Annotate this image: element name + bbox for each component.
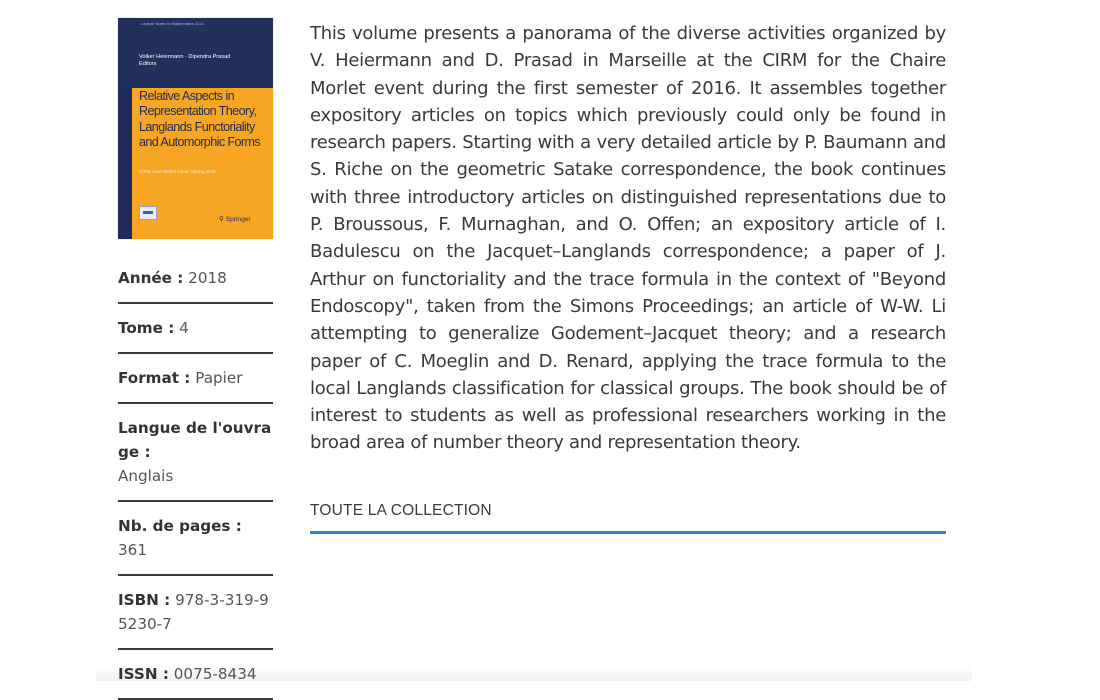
meta-issn-value: 0075-8434 [173,665,257,683]
meta-volume-label: Tome : [118,319,175,337]
book-description-section [310,20,946,534]
cover-series-text: Lecture Notes in Mathematics 2221 [141,21,204,26]
meta-pages-value: 361 [118,541,147,559]
meta-volume [118,304,273,354]
cover-top-band [118,18,273,88]
book-cover-image[interactable] [118,18,273,239]
cover-editors-names: Volker Heiermann · Dipendra Prasad [139,54,231,60]
meta-language-value: Anglais [118,467,174,485]
cover-publisher-name: Springer [225,216,251,223]
cover-editors [139,54,230,67]
meta-issn [118,650,273,700]
meta-year [118,261,273,304]
cover-subtitle: CIRM Jean-Morlet Chair, Spring 2016 [139,169,216,174]
meta-isbn [118,576,273,650]
meta-format-value: Papier [195,369,243,387]
meta-language [118,404,273,502]
view-collection-link[interactable]: TOUTE LA COLLECTION [310,502,946,534]
meta-format-label: Format : [118,369,191,387]
cover-badge-icon [139,206,157,220]
cover-editors-role: Editors [139,60,157,67]
cover-side-stripe [118,88,132,239]
meta-pages [118,502,273,576]
meta-format [118,354,273,404]
meta-year-value: 2018 [188,269,227,287]
cover-title: Relative Aspects in Representation Theory, Langlands Functoriality and Automorphic Forms [139,89,261,150]
book-description: This volume presents a panorama of the diverse activities organized by V. Heiermann and D. Prasad in Marseille at the CIRM for the Chaire Morlet event during the first semester of 2016. It assembles together expository articles on topics which previously could only be found in research papers. Starting with a very detailed article by P. Baumann and S. Riche on the geometric Satake correspondence, the book continues with three introductory articles on distinguished representations due to P. Broussous, F. Murnaghan, and O. Offen; an expository article of I. Badulescu on the Jacquet–Langlands correspondence; a paper of J. Arthur on functoriality and the trace formula in the context of "Beyond Endoscopy", taken from the Simons Proceedings; an article of W-W. Li attempting to generalize Godement–Jacquet theory; and a research paper of C. Moeglin and D. Renard, applying the trace formula to the local Langlands classification for classical groups. The book should be of interest to students as well as professional researchers working in the broad area of number theory and representation theory. [310,23,946,454]
meta-year-label: Année : [118,269,184,287]
book-sidebar [118,18,274,700]
meta-language-label: Langue de l'ouvrage : [118,419,272,461]
meta-isbn-value: 978-3-319-95230-7 [118,591,269,633]
meta-isbn-label: ISBN : [118,591,171,609]
cover-publisher-logo: ⚲ Springer [219,216,251,223]
book-metadata-list [118,261,273,700]
meta-pages-label: Nb. de pages : [118,517,242,535]
meta-volume-value: 4 [179,319,189,337]
meta-issn-label: ISSN : [118,665,169,683]
